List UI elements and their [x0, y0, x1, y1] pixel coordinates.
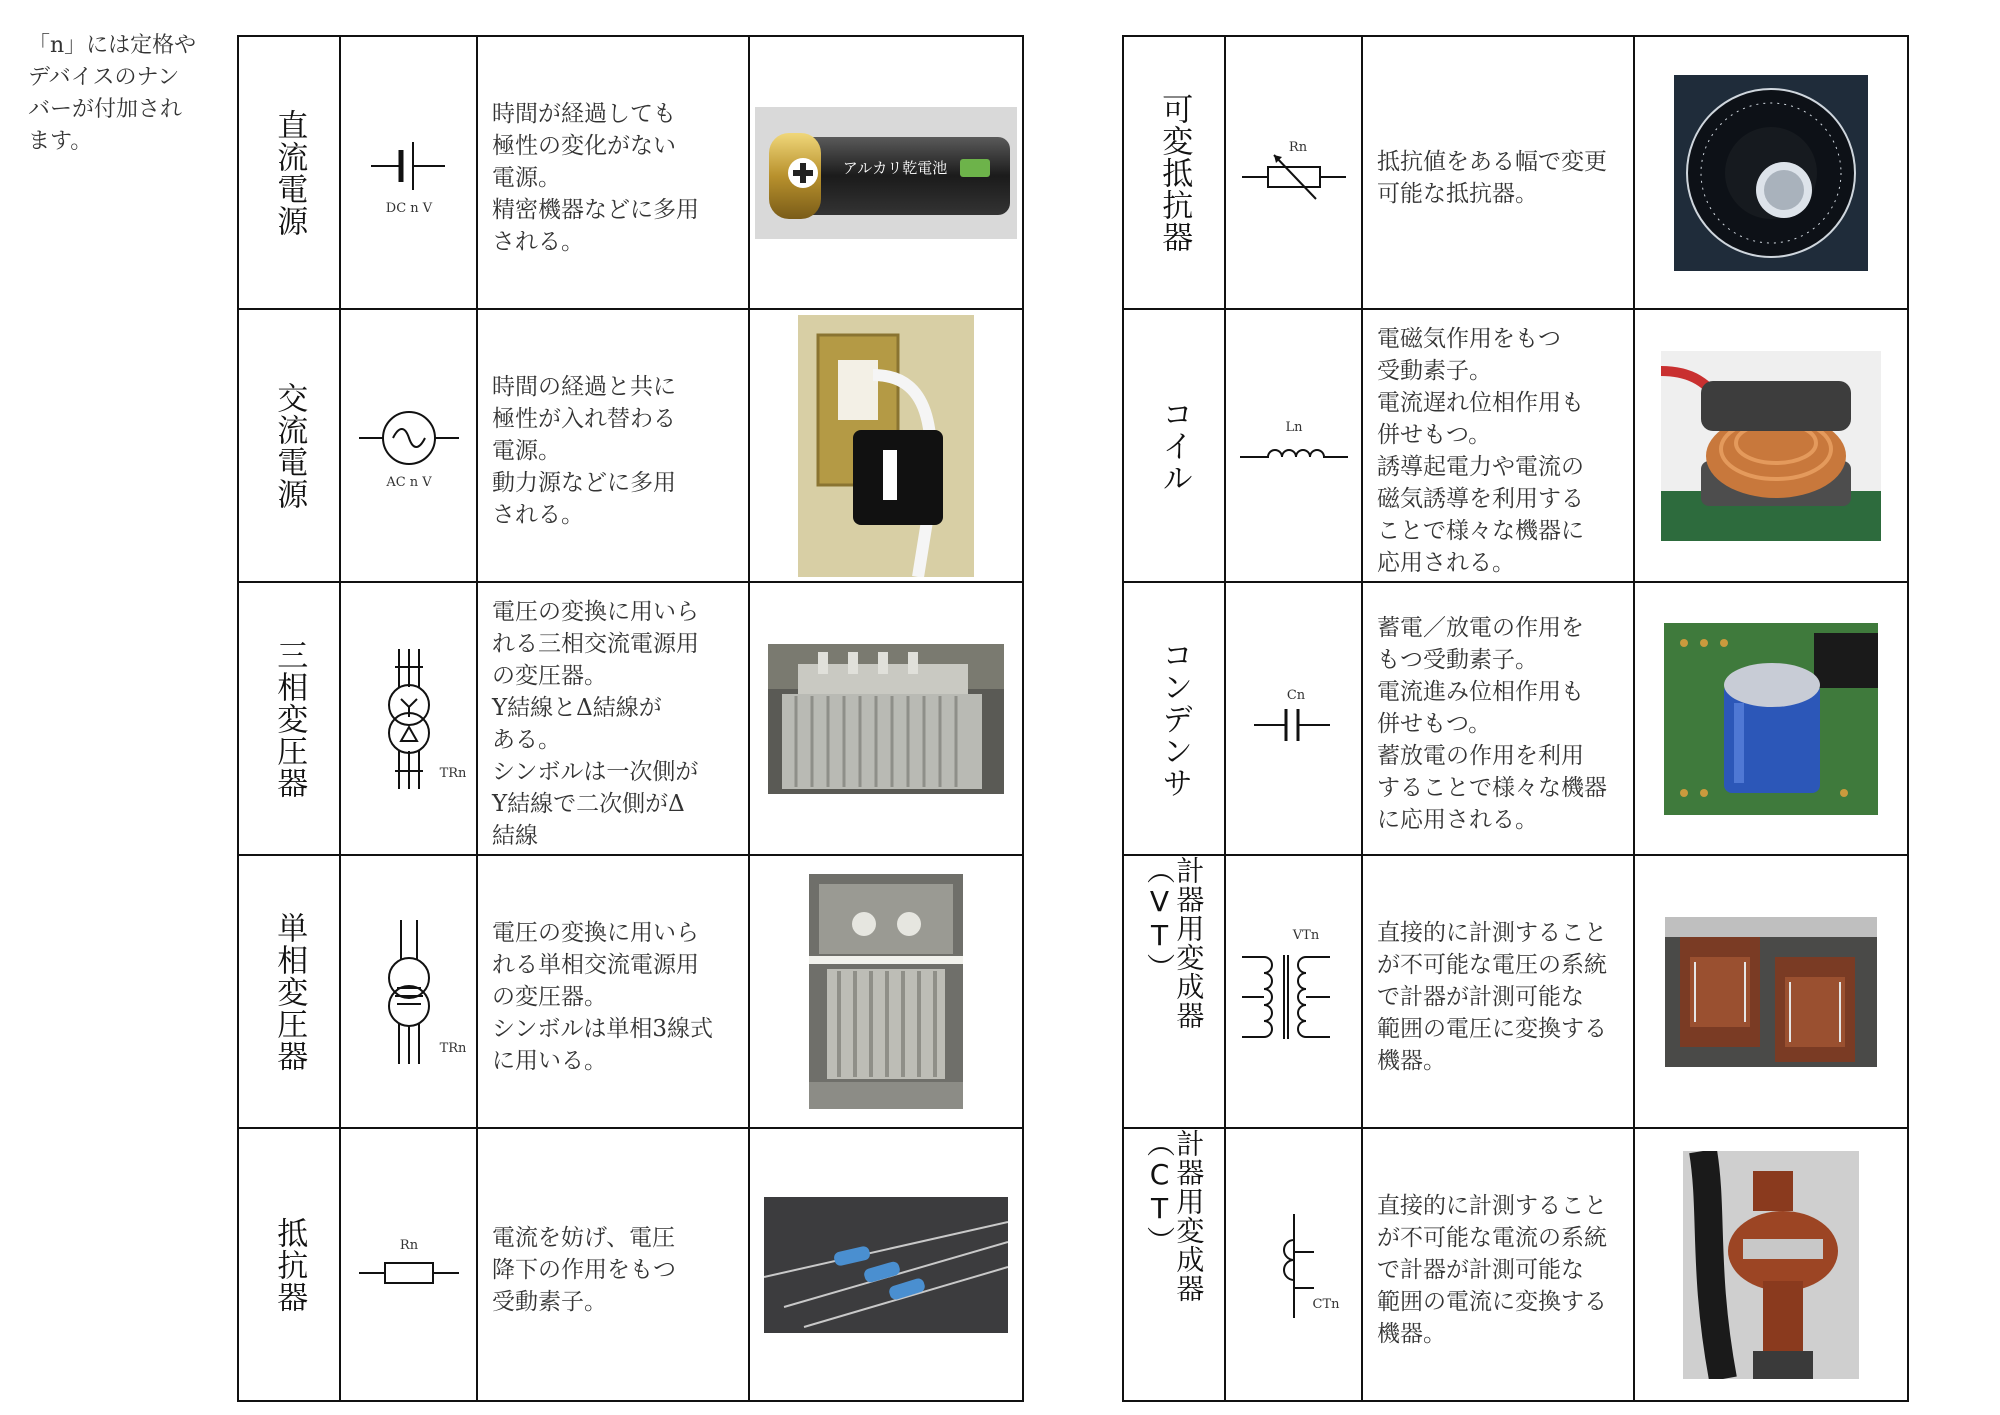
symbol-label: Rn: [399, 1237, 418, 1253]
symbol-table-left: [237, 35, 1024, 1402]
component-description: 蓄電／放電の作用を もつ受動素子。 電流進み位相作用も 併せもつ。 蓄放電の作用を利用 することで様々な機器 に応用される。: [1377, 614, 1607, 833]
component-name: 計器用変成器（VT）: [1143, 856, 1206, 1030]
component-name: コイル: [1156, 397, 1193, 494]
component-name: 可変抵抗器: [1156, 92, 1193, 253]
ct-photo: [1683, 1151, 1859, 1379]
component-description: 時間が経過しても 極性の変化がない 電源。 精密機器などに多用 される。: [492, 100, 699, 255]
symbol-label: AC n V: [385, 475, 432, 490]
component-name: コンデンサ: [1156, 638, 1193, 799]
aa-battery-photo: [755, 107, 1017, 239]
capacitor-photo: [1664, 623, 1878, 815]
table-row: [1123, 309, 1908, 582]
component-name: 計器用変成器（CT）: [1143, 1129, 1206, 1303]
table-row: [1123, 855, 1908, 1128]
current-transformer-symbol-icon: [1234, 1200, 1354, 1330]
three-phase-transformer-symbol-icon: [349, 629, 469, 809]
coil-photo: [1661, 351, 1881, 541]
symbol-label: Cn: [1286, 687, 1305, 703]
table-row: [238, 582, 1023, 855]
three-phase-transformer-photo: [768, 644, 1004, 794]
symbol-label: CTn: [1312, 1296, 1339, 1312]
variable-resistor-symbol-icon: [1234, 133, 1354, 213]
svg-text:アルカリ乾電池: アルカリ乾電池: [842, 158, 948, 177]
component-description: 抵抗値をある幅で変更 可能な抵抗器。: [1377, 148, 1607, 207]
table-row: [1123, 36, 1908, 309]
symbol-label: VTn: [1292, 927, 1319, 943]
single-phase-transformer-symbol-icon: [349, 902, 469, 1082]
table-row: [238, 309, 1023, 582]
ac-source-symbol-icon: [349, 398, 469, 493]
resistors-photo: [764, 1197, 1008, 1333]
component-description: 電磁気作用をもつ 受動素子。 電流遅れ位相作用も 併せもつ。 誘導起電力や電流の 磁気誘導を利用する ことで様々な機器に 応用される。: [1377, 325, 1584, 576]
table-row: [1123, 582, 1908, 855]
symbol-label: TRn: [439, 1040, 466, 1056]
component-description: 直接的に計測すること が不可能な電圧の系統 で計器が計測可能な 範囲の電圧に変換する 機器。: [1377, 919, 1607, 1074]
vt-photo: [1665, 917, 1877, 1067]
component-name: 抵抗器: [271, 1216, 308, 1313]
resistor-symbol-icon: [349, 1225, 469, 1305]
component-description: 直接的に計測すること が不可能な電流の系統 で計器が計測可能な 範囲の電流に変換する 機器。: [1377, 1192, 1607, 1347]
rating-note: 「n」には定格や デバイスのナン バーが付加され ます。: [28, 33, 197, 154]
component-name: 三相変圧器: [271, 638, 308, 799]
variable-resistor-knob-photo: [1674, 75, 1868, 271]
component-name: 単相変圧器: [271, 911, 308, 1072]
symbol-label: Rn: [1288, 139, 1307, 155]
component-description: 電圧の変換に用いら れる単相交流電源用 の変圧器。 シンボルは単相3線式 に用いる。: [492, 919, 714, 1074]
table-row: [238, 36, 1023, 309]
coil-symbol-icon: [1234, 411, 1354, 481]
component-description: 電圧の変換に用いら れる三相交流電源用 の変圧器。 Y結線とΔ結線が ある。 シンボルは一次側が Y結線で二次側がΔ 結線: [492, 598, 699, 849]
table-row: [1123, 1128, 1908, 1401]
ac-adapter-photo: [798, 315, 974, 577]
component-name: 直流電源: [271, 108, 308, 237]
capacitor-symbol-icon: [1234, 679, 1354, 759]
table-row: [238, 855, 1023, 1128]
symbol-label: Ln: [1284, 419, 1303, 435]
dc-source-symbol-icon: [349, 128, 469, 218]
voltage-transformer-symbol-icon: [1234, 917, 1354, 1067]
symbol-table-right: [1122, 35, 1909, 1402]
component-description: 時間の経過と共に 極性が入れ替わる 電源。 動力源などに多用 される。: [492, 373, 676, 528]
symbol-label: TRn: [439, 765, 466, 781]
table-row: [238, 1128, 1023, 1401]
component-name: 交流電源: [271, 381, 308, 510]
single-phase-transformer-photo: [809, 874, 963, 1109]
component-description: 電流を妨げ、電圧 降下の作用をもつ 受動素子。: [492, 1224, 676, 1315]
symbol-label: DC n V: [385, 200, 432, 216]
